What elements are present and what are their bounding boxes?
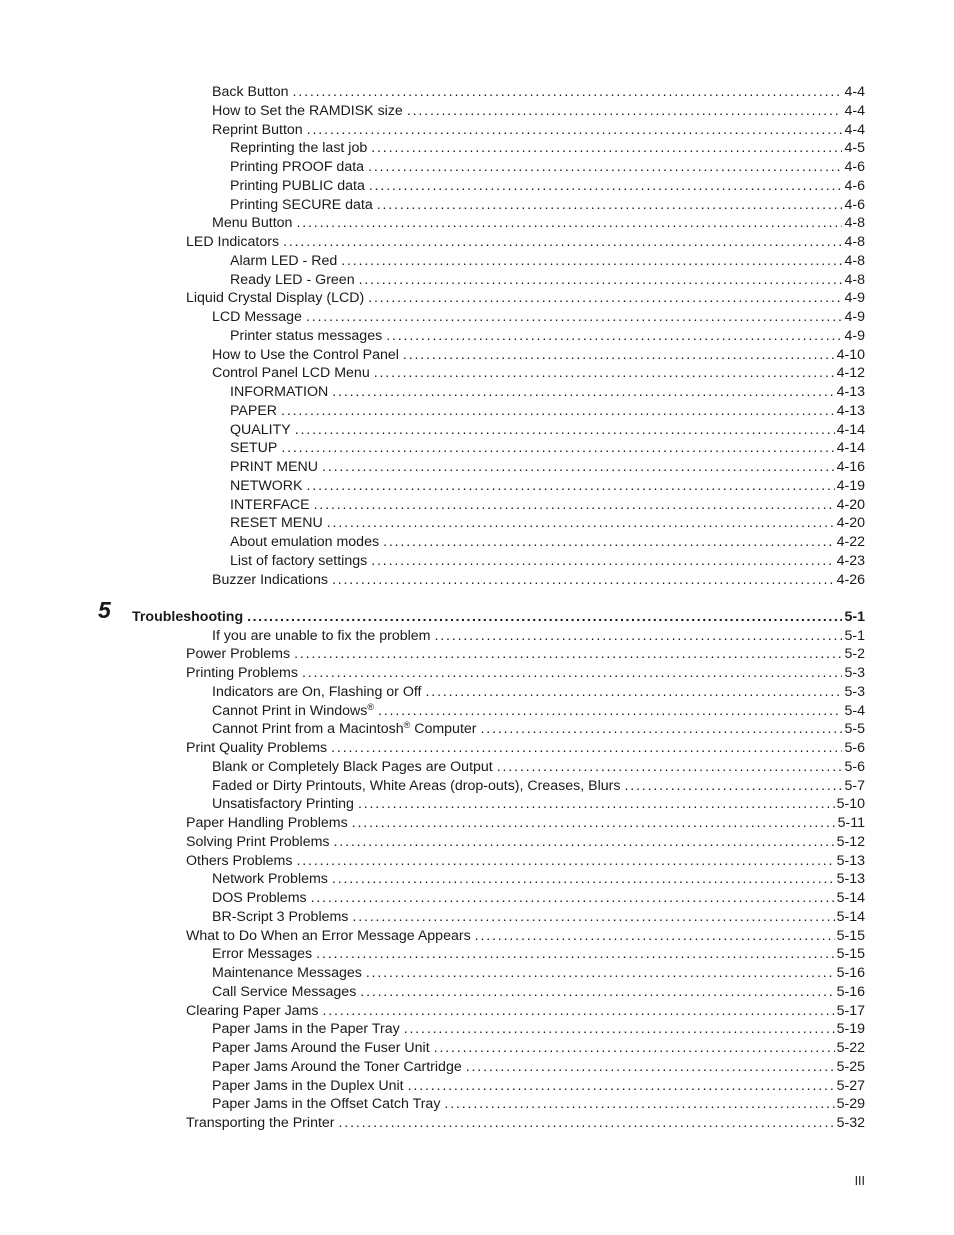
toc-entry-title: How to Set the RAMDISK size (212, 102, 403, 119)
toc-entry-page: 5-1 (844, 608, 865, 625)
toc-entry-title: Alarm LED - Red (230, 252, 338, 269)
toc-entry-title: Reprinting the last job (230, 140, 368, 157)
dot-leader (377, 196, 843, 215)
dot-leader (352, 908, 834, 927)
dot-leader (302, 664, 843, 683)
toc-entry-title: Solving Print Problems (186, 833, 330, 850)
toc-entry[interactable] (0, 571, 954, 590)
toc-entry-page: 5-12 (836, 833, 865, 850)
dot-leader (374, 364, 835, 383)
toc-entry[interactable] (0, 702, 954, 721)
dot-leader (316, 945, 834, 964)
toc-entry[interactable] (0, 1002, 954, 1021)
dot-leader (383, 533, 835, 552)
dot-leader (339, 1114, 835, 1133)
toc-entry-title-suffix: Computer (410, 721, 477, 738)
toc-entry[interactable] (0, 870, 954, 889)
toc-entry[interactable] (0, 158, 954, 177)
toc-entry-page: 4-14 (836, 421, 865, 438)
dot-leader (334, 833, 835, 852)
toc-entry-page: 5-6 (844, 740, 865, 756)
toc-entry-page: 5-13 (836, 852, 865, 869)
toc-entry-page: 5-27 (836, 1077, 865, 1094)
toc-entry-title-text: Cannot Print in Windows (212, 702, 368, 719)
toc-entry-title: Maintenance Messages (212, 965, 362, 981)
dot-leader (359, 271, 843, 290)
dot-leader (283, 233, 842, 252)
toc-entry-title: Transporting the Printer (186, 1115, 335, 1131)
toc-entry[interactable] (0, 552, 954, 571)
dot-leader (497, 758, 843, 777)
toc-entry[interactable] (0, 1114, 954, 1133)
dot-leader (247, 608, 842, 627)
dot-leader (295, 421, 835, 440)
toc-entry-title: QUALITY (230, 421, 291, 438)
toc-entry-page: 5-17 (836, 1002, 865, 1019)
toc-entry[interactable] (0, 814, 954, 833)
dot-leader (368, 158, 842, 177)
toc-entry-page: 5-3 (844, 665, 865, 681)
toc-entry-title: PRINT MENU (230, 459, 319, 475)
toc-entry[interactable] (0, 271, 954, 290)
toc-entry-title: Printer status messages (230, 327, 383, 344)
toc-entry[interactable] (0, 1058, 954, 1077)
toc-entry[interactable] (0, 402, 954, 421)
toc-entry-title: Paper Handling Problems (186, 815, 348, 831)
toc-entry-page: 4-10 (836, 346, 865, 363)
toc-entry[interactable] (0, 739, 954, 758)
toc-entry-title: Buzzer Indications (212, 571, 328, 588)
toc-entry[interactable] (0, 908, 954, 927)
toc-entry[interactable] (0, 627, 954, 646)
toc-entry-page: 5-14 (836, 890, 865, 906)
toc-entry-page: 5-7 (844, 777, 865, 794)
dot-leader (466, 1058, 835, 1077)
toc-entry-title: Liquid Crystal Display (LCD) (186, 290, 365, 307)
dot-leader (407, 102, 843, 121)
toc-entry[interactable] (0, 852, 954, 871)
toc-entry-title: Troubleshooting (132, 608, 244, 625)
toc-entry-title: NETWORK (230, 477, 303, 494)
dot-leader (322, 458, 835, 477)
dot-leader (332, 870, 835, 889)
toc-entry-page: 4-9 (844, 327, 865, 344)
toc-entry[interactable] (0, 458, 954, 477)
dot-leader (311, 889, 835, 908)
toc-entry-title: Faded or Dirty Printouts, White Areas (drop-outs), Creases, Blurs (212, 777, 621, 794)
toc-entry-page: 5-22 (836, 1040, 865, 1056)
toc-entry-title (212, 702, 378, 721)
toc-entry-title: BR-Script 3 Problems (212, 908, 349, 925)
dot-leader (404, 1020, 835, 1039)
toc-entry[interactable] (0, 308, 954, 327)
dot-leader (331, 739, 842, 758)
toc-entry-page: 4-20 (836, 496, 865, 513)
toc-entry-title: SETUP (230, 440, 278, 457)
toc-entry-title: Printing SECURE data (230, 196, 373, 213)
dot-leader (371, 552, 834, 571)
registered-mark: ® (403, 720, 411, 731)
toc-entry[interactable] (0, 777, 954, 796)
dot-leader (386, 327, 842, 346)
toc-entry-title: INTERFACE (230, 496, 310, 513)
dot-leader (434, 627, 842, 646)
toc-entry[interactable] (0, 514, 954, 533)
dot-leader (360, 983, 834, 1002)
registered-mark: ® (367, 701, 374, 712)
section-gap (0, 589, 954, 608)
dot-leader (296, 852, 834, 871)
toc-entry-title: Printing Problems (186, 665, 298, 681)
dot-leader (368, 289, 842, 308)
toc-entry-page: 4-23 (836, 552, 865, 569)
toc-entry-page: 5-32 (836, 1115, 865, 1131)
table-of-contents (0, 83, 954, 1133)
page-number: III (854, 1174, 865, 1188)
toc-entry[interactable] (0, 196, 954, 215)
toc-entry-title (212, 720, 481, 739)
dot-leader (434, 1039, 835, 1058)
dot-leader (475, 927, 835, 946)
toc-entry-title: Call Service Messages (212, 983, 357, 1000)
toc-entry-title: Paper Jams Around the Toner Cartridge (212, 1058, 462, 1075)
dot-leader (403, 346, 835, 365)
toc-entry-title: INFORMATION (230, 384, 329, 400)
toc-entry-page: 4-8 (844, 234, 865, 250)
toc-entry-title: Paper Jams Around the Fuser Unit (212, 1040, 430, 1056)
toc-entry-title: LED Indicators (186, 234, 280, 250)
toc-entry[interactable] (0, 421, 954, 440)
toc-entry-title: Paper Jams in the Paper Tray (212, 1021, 400, 1038)
toc-entry-page: 4-8 (844, 252, 865, 269)
dot-leader (281, 439, 834, 458)
toc-entry-page: 4-5 (844, 140, 865, 157)
toc-entry-page: 5-1 (844, 627, 865, 644)
toc-entry[interactable] (0, 1095, 954, 1114)
toc-entry-title: LCD Message (212, 309, 302, 325)
toc-entry-page: 4-9 (844, 290, 865, 307)
dot-leader (281, 402, 835, 421)
dot-leader (371, 139, 842, 158)
toc-entry[interactable] (0, 233, 954, 252)
toc-entry-page: 4-13 (836, 402, 865, 419)
toc-entry[interactable] (0, 889, 954, 908)
toc-entry-page: 4-14 (836, 440, 865, 457)
toc-entry-page: 5-16 (836, 983, 865, 1000)
toc-entry-page: 5-10 (836, 796, 865, 813)
toc-entry-title: Unsatisfactory Printing (212, 796, 354, 813)
toc-chapter-entry[interactable] (0, 596, 954, 627)
toc-entry[interactable] (0, 252, 954, 271)
toc-entry[interactable] (0, 645, 954, 664)
toc-entry-title-text: Cannot Print from a Macintosh (212, 721, 404, 738)
toc-entry-page: 4-8 (844, 215, 865, 232)
dot-leader (352, 814, 836, 833)
toc-entry-title: Printing PUBLIC data (230, 177, 365, 194)
dot-leader (624, 777, 842, 796)
toc-entry-title: Print Quality Problems (186, 740, 328, 756)
toc-entry[interactable] (0, 383, 954, 402)
toc-entry-page: 4-9 (844, 309, 865, 325)
toc-entry-title: Control Panel LCD Menu (212, 365, 370, 382)
toc-entry-title: Blank or Completely Black Pages are Output (212, 758, 493, 775)
toc-entry[interactable] (0, 214, 954, 233)
toc-entry-title: Ready LED - Green (230, 271, 355, 288)
toc-entry-page: 4-20 (836, 515, 865, 532)
toc-entry-page: 4-22 (836, 534, 865, 550)
dot-leader (307, 121, 843, 140)
toc-entry[interactable] (0, 964, 954, 983)
toc-entry[interactable] (0, 439, 954, 458)
toc-entry-page: 5-2 (844, 646, 865, 663)
toc-entry-title: PAPER (230, 402, 278, 419)
toc-entry[interactable] (0, 533, 954, 552)
toc-entry[interactable] (0, 1020, 954, 1039)
toc-entry-page: 5-25 (836, 1058, 865, 1075)
toc-entry-title: Error Messages (212, 946, 313, 963)
toc-entry-page: 5-4 (844, 702, 865, 719)
toc-entry[interactable] (0, 1039, 954, 1058)
toc-entry-page: 5-15 (836, 946, 865, 963)
toc-entry[interactable] (0, 327, 954, 346)
dot-leader (306, 308, 843, 327)
dot-leader (341, 252, 842, 271)
toc-entry-title: Menu Button (212, 215, 293, 232)
toc-entry[interactable] (0, 346, 954, 365)
toc-entry-page: 5-14 (836, 908, 865, 925)
toc-entry-page: 4-8 (844, 271, 865, 288)
toc-entry-page: 4-12 (836, 365, 865, 382)
dot-leader (314, 496, 835, 515)
toc-entry-title: About emulation modes (230, 534, 380, 550)
toc-entry-title: If you are unable to fix the problem (212, 627, 431, 644)
toc-entry-page: 4-19 (836, 477, 865, 494)
toc-entry-title: Network Problems (212, 871, 328, 888)
toc-entry-title: DOS Problems (212, 890, 307, 906)
toc-entry-page: 5-15 (836, 927, 865, 944)
toc-entry[interactable] (0, 983, 954, 1002)
toc-entry-page: 4-6 (844, 177, 865, 194)
toc-entry[interactable] (0, 664, 954, 683)
toc-entry-page: 4-4 (844, 102, 865, 119)
dot-leader (444, 1095, 834, 1114)
toc-entry-title: List of factory settings (230, 552, 368, 569)
toc-entry-page: 5-13 (836, 871, 865, 888)
dot-leader (378, 702, 843, 721)
dot-leader (332, 571, 835, 590)
toc-entry-page: 5-5 (844, 721, 865, 738)
dot-leader (294, 645, 842, 664)
toc-entry-title: What to Do When an Error Message Appears (186, 927, 471, 944)
toc-entry[interactable] (0, 177, 954, 196)
toc-entry-page: 5-6 (844, 758, 865, 775)
toc-entry[interactable] (0, 289, 954, 308)
toc-entry[interactable] (0, 121, 954, 140)
chapter-number: 5 (98, 596, 111, 623)
toc-entry-page: 4-6 (844, 196, 865, 213)
toc-entry-page: 4-26 (836, 571, 865, 588)
dot-leader (481, 720, 843, 739)
toc-entry[interactable] (0, 720, 954, 739)
toc-entry[interactable] (0, 477, 954, 496)
dot-leader (369, 177, 843, 196)
toc-entry-title: Paper Jams in the Offset Catch Tray (212, 1096, 441, 1113)
toc-entry[interactable] (0, 927, 954, 946)
dot-leader (293, 83, 843, 102)
toc-entry[interactable] (0, 795, 954, 814)
toc-entry[interactable] (0, 139, 954, 158)
toc-entry[interactable] (0, 496, 954, 515)
toc-entry[interactable] (0, 1077, 954, 1096)
toc-entry[interactable] (0, 758, 954, 777)
dot-leader (408, 1077, 835, 1096)
toc-entry-title: How to Use the Control Panel (212, 346, 399, 363)
dot-leader (358, 795, 835, 814)
toc-entry-title: Indicators are On, Flashing or Off (212, 683, 422, 700)
toc-entry[interactable] (0, 83, 954, 102)
toc-entry-title: Printing PROOF data (230, 159, 365, 175)
toc-entry[interactable] (0, 945, 954, 964)
toc-entry-page: 4-6 (844, 159, 865, 175)
toc-entry-title: Reprint Button (212, 121, 303, 138)
toc-entry[interactable] (0, 102, 954, 121)
dot-leader (426, 683, 843, 702)
dot-leader (366, 964, 835, 983)
dot-leader (332, 383, 834, 402)
toc-entry-page: 4-4 (844, 121, 865, 138)
toc-entry-page: 5-29 (836, 1096, 865, 1113)
dot-leader (307, 477, 835, 496)
dot-leader (322, 1002, 834, 1021)
dot-leader (296, 214, 842, 233)
toc-entry-title: Power Problems (186, 646, 291, 663)
toc-entry-page: 4-4 (844, 84, 865, 100)
toc-entry-title: Others Problems (186, 852, 293, 869)
toc-entry-title: Back Button (212, 84, 289, 100)
toc-entry-page: 5-11 (837, 815, 865, 831)
toc-entry-page: 5-3 (844, 683, 865, 700)
toc-entry-page: 4-13 (836, 384, 865, 400)
dot-leader (327, 514, 835, 533)
toc-entry-title: Clearing Paper Jams (186, 1002, 319, 1019)
toc-entry-page: 5-19 (836, 1021, 865, 1038)
toc-entry[interactable] (0, 833, 954, 852)
toc-entry[interactable] (0, 364, 954, 383)
toc-entry-title: Paper Jams in the Duplex Unit (212, 1077, 404, 1094)
toc-entry-title: RESET MENU (230, 515, 323, 532)
toc-entry[interactable] (0, 683, 954, 702)
toc-entry-page: 5-16 (836, 965, 865, 981)
toc-entry-page: 4-16 (836, 459, 865, 475)
